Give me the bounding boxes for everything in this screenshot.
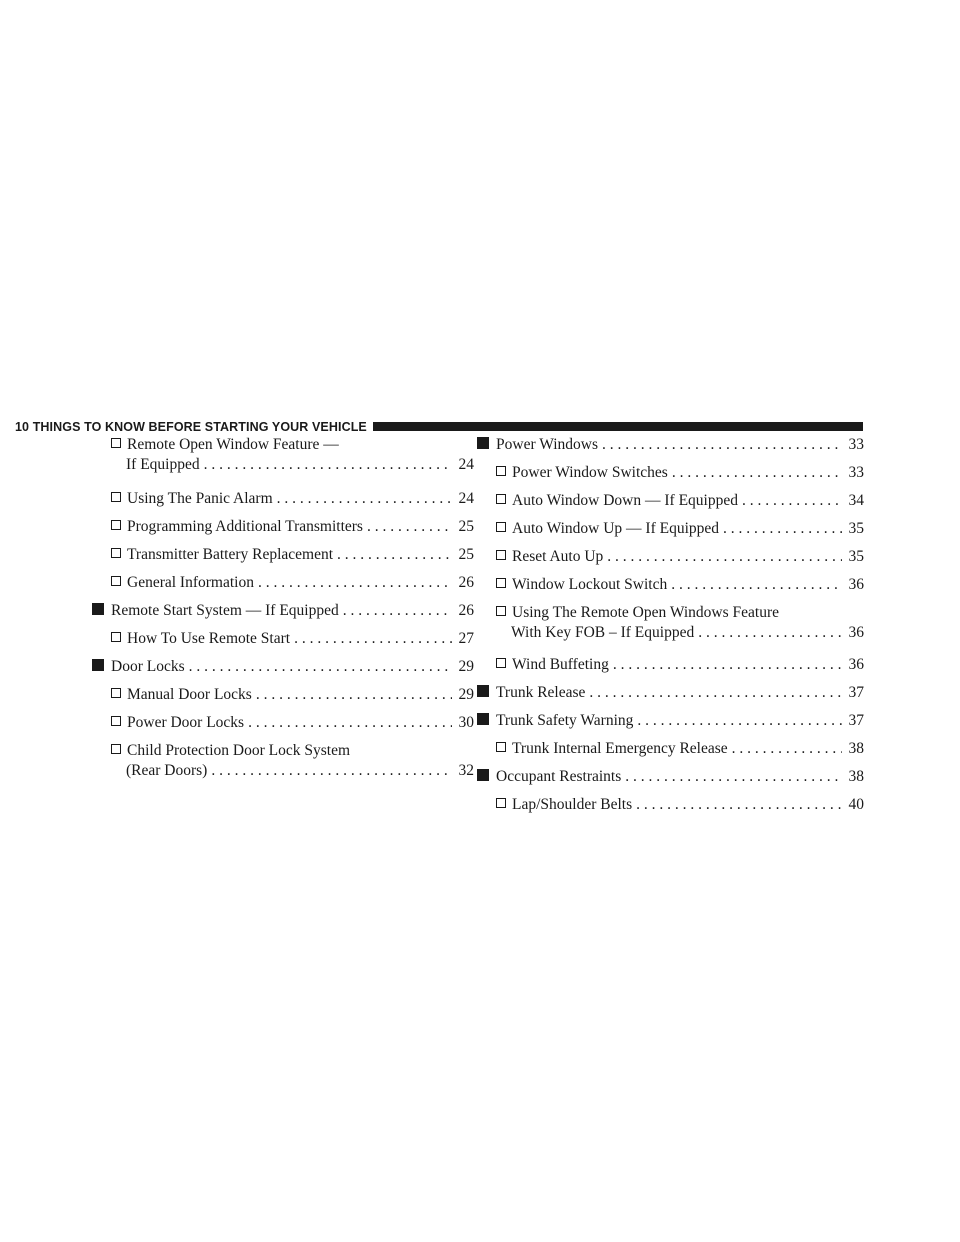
toc-entry-title: General Information xyxy=(127,574,254,591)
toc-entry-title: Door Locks xyxy=(111,658,185,675)
toc-entry[interactable] xyxy=(477,683,864,703)
toc-entry-title: How To Use Remote Start xyxy=(127,630,291,647)
toc-entry-title: Power Window Switches xyxy=(512,464,668,481)
open-square-bullet-icon xyxy=(496,494,506,504)
open-square-bullet-icon xyxy=(111,438,121,448)
toc-entry-title-cont: (Rear Doors) xyxy=(126,762,208,779)
header-title xyxy=(15,418,373,436)
toc-entry-page: 40 xyxy=(848,796,864,813)
toc-entry-page: 29 xyxy=(458,658,474,675)
open-square-bullet-icon xyxy=(111,632,121,642)
open-square-bullet-icon xyxy=(111,520,121,530)
dot-leader xyxy=(671,575,842,595)
toc-entry-page: 26 xyxy=(458,574,474,591)
dot-leader xyxy=(248,713,452,733)
toc-entry-title: Wind Buffeting xyxy=(512,656,609,673)
toc-entry[interactable] xyxy=(92,657,474,677)
toc-entry-page: 36 xyxy=(848,656,864,673)
toc-entry-title: Using The Remote Open Windows Feature xyxy=(512,604,779,621)
dot-leader xyxy=(607,547,842,567)
toc-entry[interactable] xyxy=(111,517,474,537)
dot-leader xyxy=(294,629,452,649)
toc-entry-page: 29 xyxy=(458,686,474,703)
open-square-bullet-icon xyxy=(496,798,506,808)
dot-leader xyxy=(732,739,842,759)
solid-square-bullet-icon xyxy=(477,769,489,781)
dot-leader xyxy=(256,685,452,705)
toc-entry-page: 30 xyxy=(458,714,474,731)
toc-entry-title: Auto Window Up — If Equipped xyxy=(512,520,720,537)
toc-entry-page: 37 xyxy=(848,684,864,701)
toc-entry[interactable] xyxy=(496,519,864,539)
toc-entry-page: 37 xyxy=(848,712,864,729)
dot-leader xyxy=(211,761,452,781)
open-square-bullet-icon xyxy=(111,576,121,586)
toc-entry[interactable] xyxy=(111,713,474,733)
toc-entry-page: 24 xyxy=(458,456,474,473)
toc-entry-page: 33 xyxy=(848,436,864,453)
toc-entry-title: Power Windows xyxy=(496,436,598,453)
dot-leader xyxy=(625,767,842,787)
open-square-bullet-icon xyxy=(496,466,506,476)
solid-square-bullet-icon xyxy=(92,659,104,671)
open-square-bullet-icon xyxy=(111,492,121,502)
toc-entry[interactable] xyxy=(111,545,474,565)
dot-leader xyxy=(189,657,452,677)
toc-entry-title-cont: With Key FOB – If Equipped xyxy=(511,624,695,641)
toc-entry-page: 34 xyxy=(848,492,864,509)
open-square-bullet-icon xyxy=(496,522,506,532)
dot-leader xyxy=(367,517,452,537)
dot-leader xyxy=(723,519,842,539)
toc-entry[interactable] xyxy=(496,739,864,759)
toc-entry[interactable] xyxy=(496,655,864,675)
toc-entry[interactable] xyxy=(111,685,474,705)
toc-entry-page: 38 xyxy=(848,768,864,785)
open-square-bullet-icon xyxy=(111,744,121,754)
toc-entry-page: 36 xyxy=(848,624,864,641)
toc-entry-page: 24 xyxy=(458,490,474,507)
toc-entry-title: Using The Panic Alarm xyxy=(127,490,273,507)
open-square-bullet-icon xyxy=(111,716,121,726)
toc-entry[interactable] xyxy=(496,795,864,815)
toc-entry-page: 32 xyxy=(458,762,474,779)
toc-entry[interactable] xyxy=(111,573,474,593)
dot-leader xyxy=(258,573,452,593)
dot-leader xyxy=(672,463,842,483)
open-square-bullet-icon xyxy=(496,606,506,616)
toc-entry-title-cont: If Equipped xyxy=(126,456,200,473)
toc-entry-page: 33 xyxy=(848,464,864,481)
toc-entry[interactable] xyxy=(477,767,864,787)
dot-leader xyxy=(613,655,842,675)
toc-entry[interactable] xyxy=(111,489,474,509)
toc-entry[interactable] xyxy=(496,491,864,511)
solid-square-bullet-icon xyxy=(477,685,489,697)
toc-entry-page: 36 xyxy=(848,576,864,593)
solid-square-bullet-icon xyxy=(477,713,489,725)
toc-entry-page: 38 xyxy=(848,740,864,757)
toc-entry-title: Programming Additional Transmitters xyxy=(127,518,363,535)
page-number: 10 xyxy=(15,420,30,434)
chapter-title: THINGS TO KNOW BEFORE STARTING YOUR VEHICLE xyxy=(32,420,367,434)
toc-entry-title: Child Protection Door Lock System xyxy=(127,742,351,759)
toc-entry-title: Trunk Release xyxy=(496,684,586,701)
toc-entry-title: Auto Window Down — If Equipped xyxy=(512,492,738,509)
dot-leader xyxy=(277,489,452,509)
toc-entry-page: 35 xyxy=(848,520,864,537)
toc-entry-title: Power Door Locks xyxy=(127,714,245,731)
toc-entry-title: Trunk Safety Warning xyxy=(496,712,634,729)
open-square-bullet-icon xyxy=(496,742,506,752)
toc-entry[interactable] xyxy=(496,603,864,643)
toc-entry[interactable] xyxy=(111,741,474,781)
toc-entry[interactable] xyxy=(496,575,864,595)
dot-leader xyxy=(742,491,842,511)
open-square-bullet-icon xyxy=(496,550,506,560)
toc-entry[interactable] xyxy=(111,629,474,649)
dot-leader xyxy=(637,711,842,731)
toc-entry-page: 27 xyxy=(458,630,474,647)
dot-leader xyxy=(343,601,452,621)
toc-entry-page: 25 xyxy=(458,546,474,563)
dot-leader xyxy=(337,545,452,565)
toc-entry[interactable] xyxy=(496,547,864,567)
open-square-bullet-icon xyxy=(496,578,506,588)
open-square-bullet-icon xyxy=(496,658,506,668)
dot-leader xyxy=(602,435,842,455)
solid-square-bullet-icon xyxy=(477,437,489,449)
toc-entry[interactable] xyxy=(92,601,474,621)
toc-entry[interactable] xyxy=(477,435,864,455)
toc-entry[interactable] xyxy=(496,463,864,483)
dot-leader xyxy=(204,455,452,475)
page-header xyxy=(15,418,863,436)
dot-leader xyxy=(698,623,842,643)
toc-entry[interactable] xyxy=(111,435,474,475)
toc-entry-title: Trunk Internal Emergency Release xyxy=(512,740,728,757)
toc-entry-title: Lap/Shoulder Belts xyxy=(512,796,633,813)
dot-leader xyxy=(589,683,842,703)
toc-entry-title: Manual Door Locks xyxy=(127,686,252,703)
open-square-bullet-icon xyxy=(111,548,121,558)
toc-entry-title: Remote Open Window Feature — xyxy=(127,436,339,453)
toc-entry-page: 35 xyxy=(848,548,864,565)
toc-entry-title: Occupant Restraints xyxy=(496,768,622,785)
toc-entry-page: 25 xyxy=(458,518,474,535)
solid-square-bullet-icon xyxy=(92,603,104,615)
toc-entry-title: Remote Start System — If Equipped xyxy=(111,602,339,619)
toc-entry-title: Window Lockout Switch xyxy=(512,576,668,593)
dot-leader xyxy=(636,795,842,815)
toc-entry-title: Transmitter Battery Replacement xyxy=(127,546,334,563)
toc-entry-title: Reset Auto Up xyxy=(512,548,604,565)
toc-entry[interactable] xyxy=(477,711,864,731)
open-square-bullet-icon xyxy=(111,688,121,698)
toc-entry-page: 26 xyxy=(458,602,474,619)
